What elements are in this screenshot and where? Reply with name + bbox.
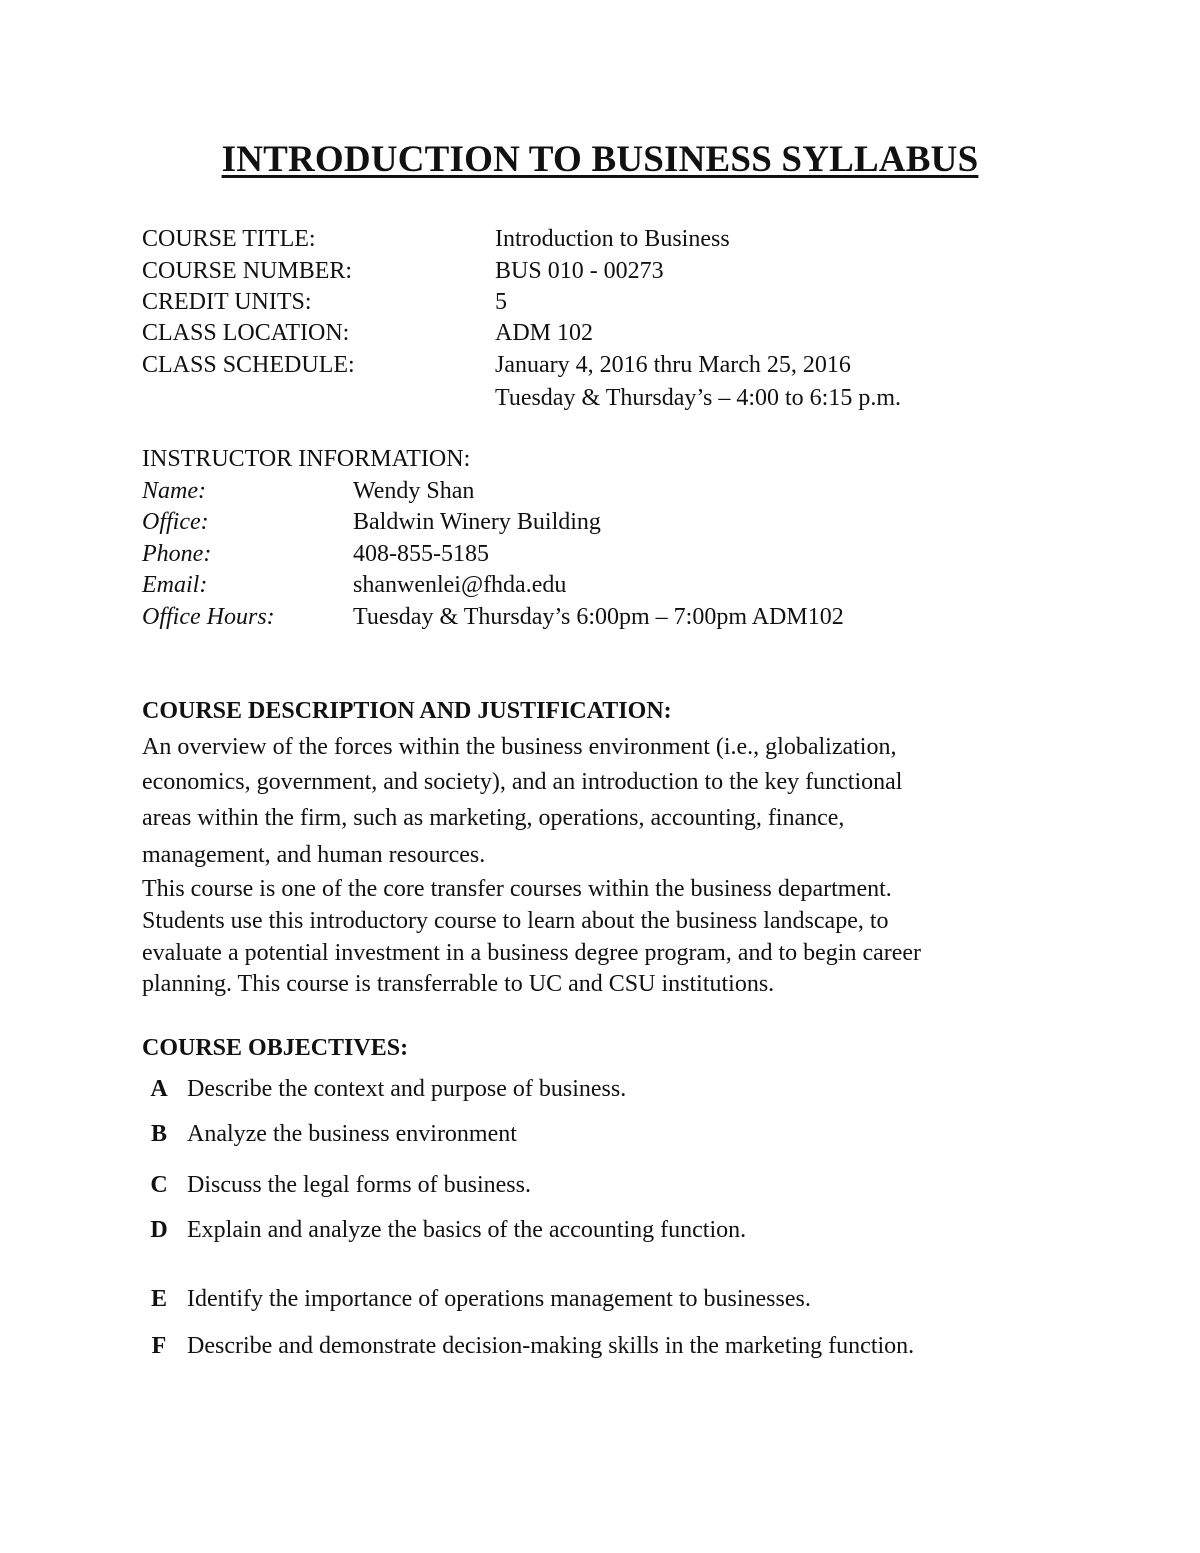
instructor-label: Name:: [142, 478, 206, 504]
course-info-label: CREDIT UNITS:: [142, 289, 312, 315]
course-info-label: COURSE TITLE:: [142, 226, 316, 252]
objective-text: Explain and analyze the basics of the accounting function.: [187, 1217, 747, 1243]
description-line: evaluate a potential investment in a business degree program, and to begin career: [142, 940, 922, 966]
instructor-label: Office:: [142, 509, 209, 535]
description-line: This course is one of the core transfer courses within the business department.: [142, 876, 892, 902]
course-info-label: CLASS LOCATION:: [142, 320, 350, 346]
description-line: economics, government, and society), and an introduction to the key functional: [142, 769, 903, 795]
instructor-label: Phone:: [142, 541, 212, 567]
course-info-value: ADM 102: [495, 320, 594, 346]
instructor-value: Wendy Shan: [353, 478, 475, 504]
course-info-value: January 4, 2016 thru March 25, 2016: [495, 352, 851, 378]
course-info-value: BUS 010 - 00273: [495, 258, 664, 284]
instructor-email[interactable]: shanwenlei@fhda.edu: [353, 572, 567, 598]
instructor-value: 408-855-5185: [353, 541, 489, 567]
objective-text: Describe the context and purpose of business.: [187, 1076, 627, 1102]
course-info-value: Tuesday & Thursday’s – 4:00 to 6:15 p.m.: [495, 385, 902, 411]
document-title: INTRODUCTION TO BUSINESS SYLLABUS: [221, 139, 979, 180]
objective-text: Analyze the business environment: [187, 1121, 517, 1147]
instructor-heading: INSTRUCTOR INFORMATION:: [142, 446, 471, 472]
description-line: management, and human resources.: [142, 842, 486, 868]
objective-letter: A: [150, 1076, 168, 1102]
objective-letter: F: [151, 1333, 167, 1359]
objective-text: Describe and demonstrate decision-making skills in the marketing function.: [187, 1333, 915, 1359]
instructor-label: Email:: [142, 572, 208, 598]
objective-letter: D: [150, 1217, 168, 1243]
description-line: Students use this introductory course to learn about the business landscape, to: [142, 908, 889, 934]
objective-letter: B: [150, 1121, 167, 1147]
description-heading: COURSE DESCRIPTION AND JUSTIFICATION:: [142, 698, 672, 724]
description-line: areas within the firm, such as marketing, operations, accounting, finance,: [142, 805, 845, 831]
course-info-value: 5: [495, 289, 507, 315]
objective-text: Discuss the legal forms of business.: [187, 1172, 531, 1198]
instructor-value: Tuesday & Thursday’s 6:00pm – 7:00pm ADM102: [353, 604, 844, 630]
description-line: An overview of the forces within the business environment (i.e., globalization,: [142, 734, 897, 760]
course-info-label: COURSE NUMBER:: [142, 258, 353, 284]
objectives-heading: COURSE OBJECTIVES:: [142, 1035, 409, 1061]
instructor-value: Baldwin Winery Building: [353, 509, 601, 535]
objective-letter: E: [150, 1286, 167, 1312]
course-info-label: CLASS SCHEDULE:: [142, 352, 355, 378]
course-info-value: Introduction to Business: [495, 226, 730, 252]
instructor-label: Office Hours:: [142, 604, 275, 630]
description-line: planning. This course is transferrable to UC and CSU institutions.: [142, 971, 775, 997]
objective-text: Identify the importance of operations management to businesses.: [187, 1286, 811, 1312]
objective-letter: C: [150, 1172, 168, 1198]
